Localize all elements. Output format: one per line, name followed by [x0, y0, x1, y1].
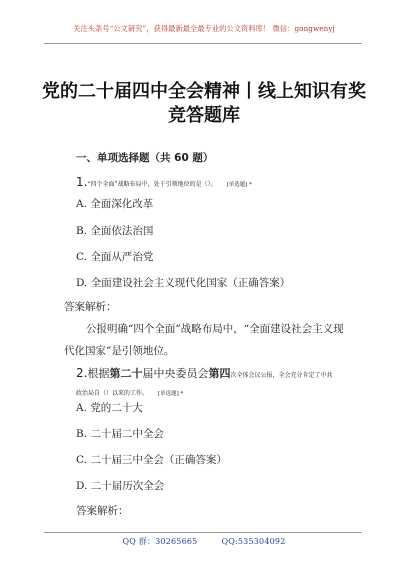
question-1-stem [76, 171, 252, 190]
question-1-analysis-text: 公报明确“四个全面”战略布局中，“全面建设社会主义现代化国家”是引领地位。 [64, 323, 344, 357]
footer-qq: QQ:535304092 [221, 537, 286, 546]
title-line-2: 竞答题库 [168, 105, 240, 126]
header-divider [44, 43, 362, 44]
question-1-option-d[interactable]: D. 全面建设社会主义现代化国家（正确答案） [76, 277, 291, 289]
question-2-stem-line-2: 政治局自（）以来的工作。 [单选题] * [76, 390, 184, 397]
footer-contact [0, 536, 408, 547]
question-2-option-b[interactable]: B. 二十届二中全会 [76, 428, 164, 440]
header-promo-text: 关注头条号“公文研究”，获得最新最全最专业的公文资料库！ 微信：gongwenyj [73, 24, 335, 33]
question-2-option-d[interactable]: D. 二十届历次全会 [76, 480, 165, 492]
footer-divider [44, 532, 362, 533]
page-title [40, 80, 368, 128]
section-heading: 一、单项选择题（共 60 题） [76, 152, 214, 164]
question-2-analysis-label: 答案解析： [76, 505, 129, 517]
question-1-option-c[interactable]: C. 全面从严治党 [76, 251, 154, 263]
question-1-option-a[interactable]: A. 全面深化改革 [76, 198, 154, 210]
question-2-stem: 2.根据第二十届中央委员会第四次全体会议公报，全会充分肯定了中共 [76, 366, 333, 380]
title-line-1: 党的二十届四中全会精神丨线上知识有奖 [42, 81, 366, 102]
question-1-number: 1. [76, 175, 88, 189]
question-1-option-b[interactable]: B. 全面依法治国 [76, 225, 154, 237]
question-1-analysis-label: 答案解析： [64, 301, 117, 313]
question-1-type-tag: [单选题] * [226, 182, 252, 188]
footer-qq-group: QQ 群：30265665 [122, 537, 198, 546]
question-2-type-tag: [单选题] * [158, 391, 184, 397]
question-2-number: 2. [76, 366, 88, 380]
question-2-option-a[interactable]: A. 党的二十大 [76, 402, 143, 414]
question-2-option-c[interactable]: C. 二十届三中全会（正确答案） [76, 454, 227, 466]
question-1-text: “四个全面”战略布局中，处于引领地位的是（）。 [87, 181, 217, 188]
